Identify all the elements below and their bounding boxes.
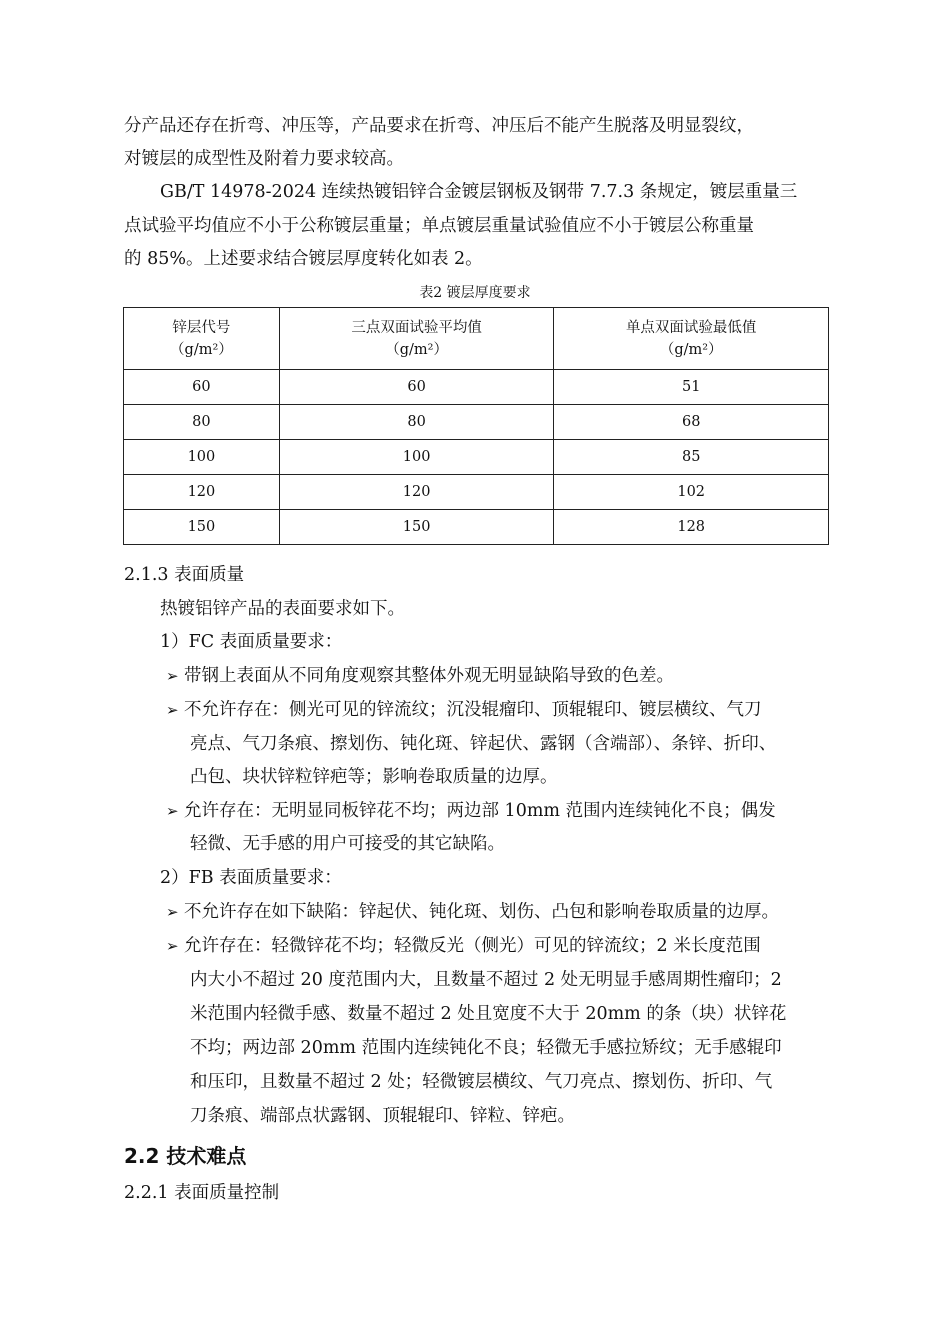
list-item: ➢ 带钢上表面从不同角度观察其整体外观无明显缺陷导致的色差。 (166, 666, 674, 686)
table-cell: 68 (554, 405, 829, 440)
paragraph-line: 对镀层的成型性及附着力要求较高。 (124, 149, 404, 169)
list-item: ➢ 允许存在：无明显同板锌花不均；两边部 10mm 范围内连续钝化不良；偶发 (166, 801, 776, 821)
list-item: ➢ 不允许存在：侧光可见的锌流纹；沉没辊瘤印、顶辊辊印、镀层横纹、气刀 (166, 700, 762, 720)
list-item-continuation: 亮点、气刀条痕、擦划伤、钝化斑、锌起伏、露钢（含端部）、条锌、折印、 (190, 734, 777, 754)
table-cell: 150 (124, 510, 280, 545)
table-header-cell (554, 308, 829, 370)
section-heading-2-2: 2.2 技术难点 (124, 1144, 247, 1168)
arrow-bullet-icon: ➢ (166, 937, 179, 955)
table-row (124, 370, 829, 405)
arrow-bullet-icon: ➢ (166, 667, 179, 685)
fc-title: 1）FC 表面质量要求： (160, 632, 343, 652)
coating-thickness-table (123, 307, 829, 545)
list-item: ➢ 不允许存在如下缺陷：锌起伏、钝化斑、划伤、凸包和影响卷取质量的边厚。 (166, 902, 779, 922)
list-item-continuation: 内大小不超过 20 度范围内大，且数量不超过 2 处无明显手感周期性瘤印；2 (190, 970, 782, 990)
table-cell: 100 (124, 440, 280, 475)
list-item-continuation: 刀条痕、端部点状露钢、顶辊辊印、锌粒、锌疤。 (190, 1106, 575, 1126)
arrow-bullet-icon: ➢ (166, 701, 179, 719)
header-unit: （g/m²） (659, 341, 723, 358)
table-cell: 120 (279, 475, 554, 510)
table-cell: 120 (124, 475, 280, 510)
table-cell: 150 (279, 510, 554, 545)
header-unit: （g/m²） (170, 341, 233, 358)
table-row (124, 405, 829, 440)
table-row (124, 475, 829, 510)
list-item-continuation: 米范围内轻微手感、数量不超过 2 处且宽度不大于 20mm 的条（块）状锌花 (190, 1004, 787, 1024)
table-cell: 128 (554, 510, 829, 545)
arrow-bullet-icon: ➢ (166, 802, 179, 820)
table-cell: 85 (554, 440, 829, 475)
section-heading-2-1-3: 2.1.3 表面质量 (124, 565, 245, 585)
table-cell: 51 (554, 370, 829, 405)
list-item: ➢ 允许存在：轻微锌花不均；轻微反光（侧光）可见的锌流纹；2 米长度范围 (166, 936, 761, 956)
paragraph-line: 的 85%。上述要求结合镀层厚度转化如表 2。 (124, 249, 483, 269)
table-header-row (124, 308, 829, 370)
section-heading-2-2-1: 2.2.1 表面质量控制 (124, 1183, 280, 1203)
paragraph-line: 热镀铝锌产品的表面要求如下。 (160, 599, 405, 619)
table-cell: 80 (279, 405, 554, 440)
header-unit: （g/m²） (385, 341, 448, 358)
list-item-continuation: 轻微、无手感的用户可接受的其它缺陷。 (190, 834, 505, 854)
paragraph-line: 点试验平均值应不小于公称镀层重量；单点镀层重量试验值应不小于镀层公称重量 (124, 216, 754, 236)
table-header-cell (124, 308, 280, 370)
table-cell: 102 (554, 475, 829, 510)
table-caption: 表2 镀层厚度要求 (419, 285, 531, 301)
table-header-cell (279, 308, 554, 370)
arrow-bullet-icon: ➢ (166, 903, 179, 921)
header-name: 单点双面试验最低值 (625, 319, 757, 336)
table-cell: 80 (124, 405, 280, 440)
table-row (124, 510, 829, 545)
table-cell: 100 (279, 440, 554, 475)
fb-title: 2）FB 表面质量要求： (160, 868, 342, 888)
table-row (124, 440, 829, 475)
paragraph-line: GB/T 14978-2024 连续热镀铝锌合金镀层钢板及钢带 7.7.3 条规定，镀层重量三 (160, 182, 798, 202)
paragraph-line: 分产品还存在折弯、冲压等，产品要求在折弯、冲压后不能产生脱落及明显裂纹， (124, 116, 754, 136)
table-cell: 60 (124, 370, 280, 405)
table-cell: 60 (279, 370, 554, 405)
list-item-continuation: 和压印，且数量不超过 2 处；轻微镀层横纹、气刀亮点、擦划伤、折印、气 (190, 1072, 773, 1092)
list-item-continuation: 不均；两边部 20mm 范围内连续钝化不良；轻微无手感拉矫纹；无手感辊印 (190, 1038, 782, 1058)
header-name: 锌层代号 (172, 319, 231, 336)
list-item-continuation: 凸包、块状锌粒锌疤等；影响卷取质量的边厚。 (190, 767, 558, 787)
header-name: 三点双面试验平均值 (351, 319, 482, 336)
